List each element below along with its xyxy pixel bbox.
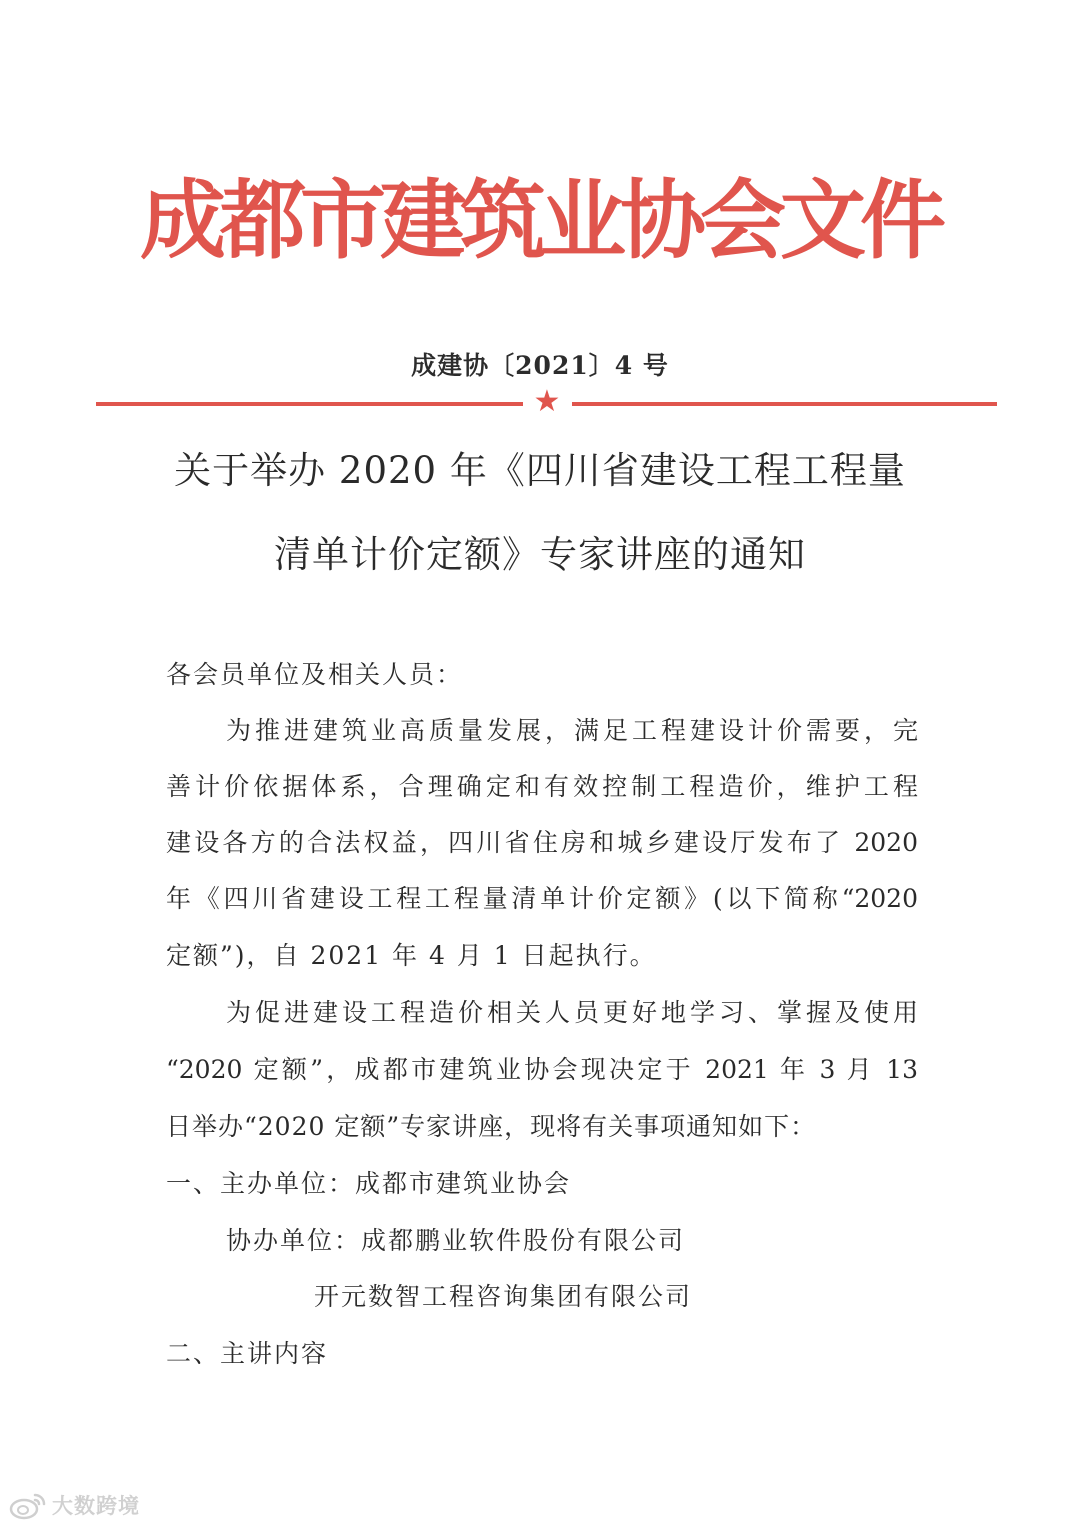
weibo-logo-icon [8,1490,48,1520]
section-1-heading: 一、主办单位：成都市建筑业协会 [166,1169,572,1198]
document-number: 成建协〔2021〕4 号 [411,351,669,380]
section-2-heading: 二、主讲内容 [166,1339,329,1368]
masthead-title: 成都市建筑业协会文件 [140,170,940,271]
paragraph-2-line-1: 为促进建设工程造价相关人员更好地学习、掌握及使用 [226,998,918,1027]
paragraph-1-line-3: 建设各方的合法权益，四川省住房和城乡建设厅发布了 2020 [166,828,918,857]
paragraph-2-line-2: “2020 定额”，成都市建筑业协会现决定于 2021 年 3 月 13 [166,1055,918,1084]
paragraph-1-line-5: 定额”)，自 2021 年 4 月 1 日起执行。 [166,941,657,970]
salutation: 各会员单位及相关人员： [166,660,464,689]
watermark [8,1488,140,1522]
co-organizer-1: 协办单位：成都鹏业软件股份有限公司 [226,1226,686,1255]
watermark-text: 大数跨境 [52,1494,140,1518]
red-divider-right [572,402,997,406]
paragraph-1-line-1: 为推进建筑业高质量发展，满足工程建设计价需要，完 [226,716,918,745]
notice-title-line-2: 清单计价定额》专家讲座的通知 [274,533,806,576]
notice-title-line-1: 关于举办 2020 年《四川省建设工程工程量 [174,449,906,492]
co-organizer-2: 开元数智工程咨询集团有限公司 [314,1282,693,1311]
paragraph-1-line-4: 年《四川省建设工程工程量清单计价定额》(以下简称“2020 [166,884,918,913]
paragraph-1-line-2: 善计价依据体系，合理确定和有效控制工程造价，维护工程 [166,772,918,801]
paragraph-2-line-3: 日举办“2020 定额”专家讲座，现将有关事项通知如下： [166,1112,817,1141]
red-divider-left [96,402,523,406]
star-icon: ★ [533,384,561,419]
